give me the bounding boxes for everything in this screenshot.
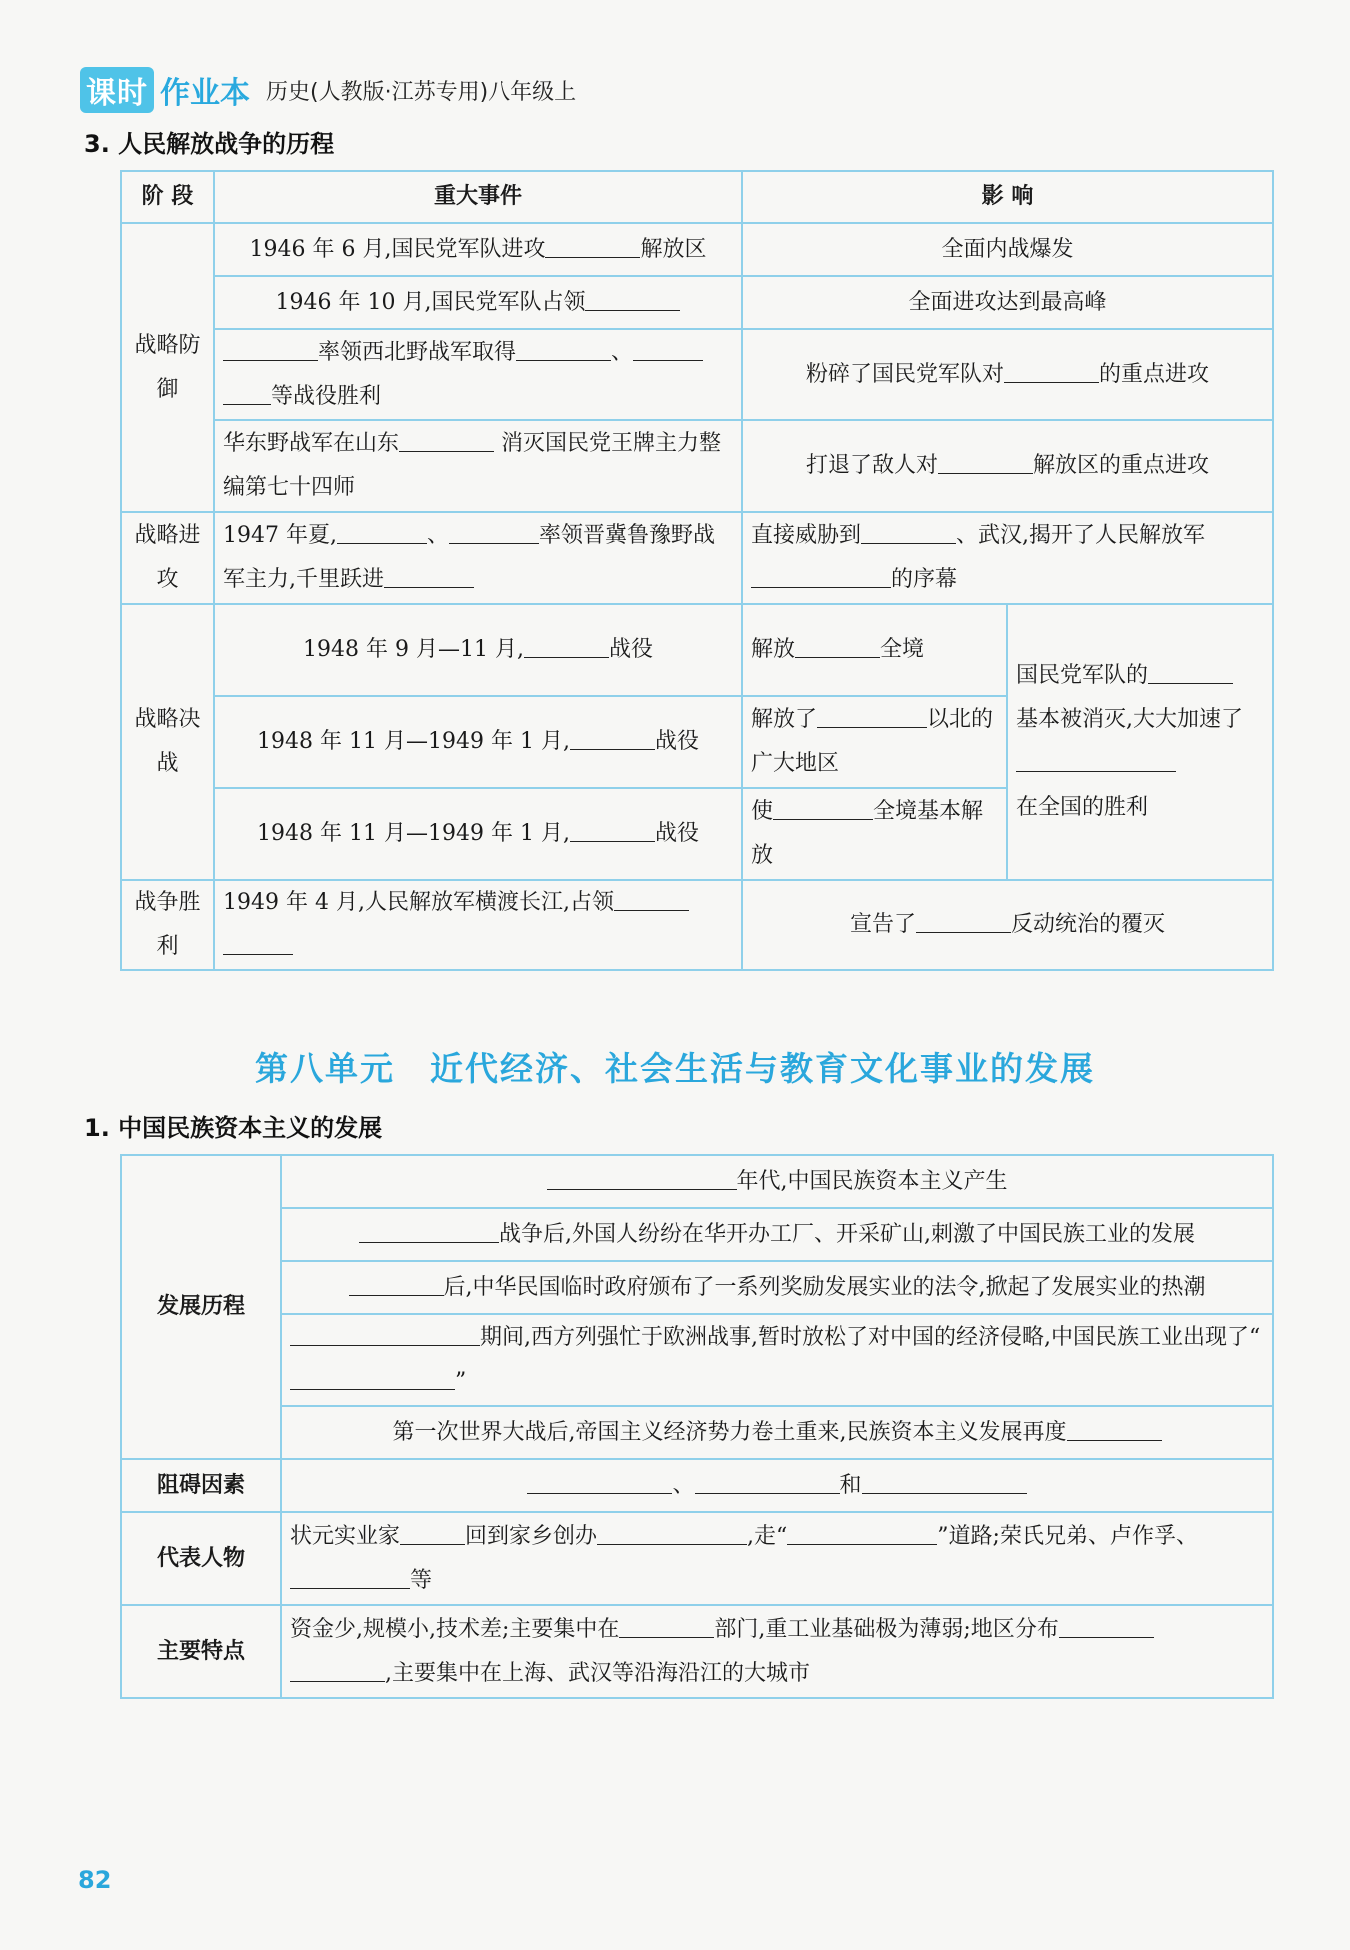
event-text: 战役 bbox=[608, 637, 653, 662]
impact-text: 、武汉,揭开了人民解放军 bbox=[956, 523, 1206, 548]
table-row bbox=[121, 329, 1273, 420]
blank[interactable] bbox=[449, 519, 539, 544]
impact-text: 解放了 bbox=[751, 707, 818, 732]
table-row bbox=[121, 604, 1273, 696]
table-row bbox=[121, 1155, 1273, 1208]
event-cell bbox=[214, 880, 742, 970]
history-cell bbox=[281, 1314, 1273, 1406]
logo-mark: 课时 bbox=[80, 67, 154, 113]
impact-text: 全境 bbox=[880, 637, 925, 662]
blank[interactable] bbox=[349, 1271, 444, 1296]
people-text: 状元实业家 bbox=[290, 1523, 401, 1549]
impact-text: 国民党军队的 bbox=[1016, 663, 1149, 688]
blank[interactable] bbox=[787, 1520, 937, 1545]
history-text: 期间,西方列强忙于欧洲战事,暂时放松了对中国的经济侵略,中国民族工业出现了“ bbox=[480, 1325, 1261, 1350]
features-text: 资金少,规模小,技术差;主要集中在 bbox=[290, 1616, 620, 1642]
impact-cell bbox=[742, 696, 1007, 788]
table-row bbox=[121, 420, 1273, 512]
history-text: ” bbox=[455, 1369, 467, 1394]
impact-cell bbox=[742, 512, 1273, 604]
unit-title: 第八单元 近代经济、社会生活与教育文化事业的发展 bbox=[255, 1049, 1095, 1088]
history-text: 战争后,外国人纷纷在华开办工厂、开采矿山,刺激了中国民族工业的发展 bbox=[499, 1221, 1195, 1247]
event-text: 1946 年 10 月,国民党军队占领 bbox=[275, 289, 586, 315]
event-text: 解放区 bbox=[640, 236, 707, 262]
impact-cell: 全面内战爆发 bbox=[742, 223, 1273, 276]
impact-text: 以北的广大地区 bbox=[751, 707, 994, 776]
event-text: 率领晋冀鲁豫野战军主力,千里跃进 bbox=[223, 523, 716, 592]
features-text: ,主要集中在上海、武汉等沿海沿江的大城市 bbox=[385, 1660, 810, 1686]
event-text: 1947 年夏, bbox=[223, 523, 337, 548]
blank[interactable] bbox=[223, 380, 271, 405]
blank[interactable] bbox=[597, 1520, 747, 1545]
blank[interactable] bbox=[585, 286, 680, 311]
blank[interactable] bbox=[570, 817, 655, 842]
history-cell bbox=[281, 1155, 1273, 1208]
blank[interactable] bbox=[1016, 747, 1176, 772]
capitalism-table bbox=[120, 1154, 1274, 1699]
event-text: 、 bbox=[426, 523, 449, 548]
blank[interactable] bbox=[633, 336, 703, 361]
event-text: 战役 bbox=[654, 729, 699, 754]
blank[interactable] bbox=[614, 886, 689, 911]
blank[interactable] bbox=[545, 233, 640, 258]
blank[interactable] bbox=[223, 336, 318, 361]
table-row bbox=[121, 1459, 1273, 1512]
impact-cell bbox=[742, 880, 1273, 970]
header-event: 重大事件 bbox=[214, 171, 742, 223]
table-row bbox=[121, 1208, 1273, 1261]
label-people: 代表人物 bbox=[121, 1512, 281, 1605]
impact-cell bbox=[742, 329, 1273, 420]
event-text: 1948 年 9 月—11 月, bbox=[303, 637, 524, 662]
blank[interactable] bbox=[337, 519, 427, 544]
event-text: 1946 年 6 月,国民党军队进攻 bbox=[249, 236, 546, 262]
table-header-row bbox=[121, 171, 1273, 223]
blank[interactable] bbox=[384, 563, 474, 588]
blank[interactable] bbox=[290, 1564, 410, 1589]
impact-text: 宣告了 bbox=[849, 912, 916, 937]
event-text: 1948 年 11 月—1949 年 1 月, bbox=[257, 729, 570, 754]
table-row bbox=[121, 880, 1273, 970]
blank[interactable] bbox=[547, 1165, 737, 1190]
impact-text: 的重点进攻 bbox=[1099, 361, 1210, 387]
features-text: 部门,重工业基础极为薄弱;地区分布 bbox=[714, 1616, 1059, 1642]
decisive-overall-impact bbox=[1007, 604, 1273, 880]
event-text: 率领西北野战军取得 bbox=[318, 339, 517, 365]
blank[interactable] bbox=[524, 633, 609, 658]
people-text: 等 bbox=[410, 1567, 433, 1593]
page-number: 82 bbox=[78, 1866, 112, 1894]
table-row bbox=[121, 1314, 1273, 1406]
blank[interactable] bbox=[290, 1365, 455, 1390]
people-text: ,走“ bbox=[747, 1523, 788, 1549]
blank[interactable] bbox=[1004, 358, 1099, 383]
impact-text: 解放区的重点进攻 bbox=[1033, 453, 1210, 478]
event-text: 战役 bbox=[654, 821, 699, 846]
impact-cell: 全面进攻达到最高峰 bbox=[742, 276, 1273, 329]
blank[interactable] bbox=[751, 563, 891, 588]
table-row bbox=[121, 1512, 1273, 1605]
blank[interactable] bbox=[223, 930, 293, 955]
section-3-title: 3. 人民解放战争的历程 bbox=[84, 130, 335, 158]
blank[interactable] bbox=[817, 703, 927, 728]
blank[interactable] bbox=[527, 1469, 672, 1494]
stage-offense: 战略进攻 bbox=[121, 512, 214, 604]
stage-decisive: 战略决战 bbox=[121, 604, 214, 880]
blank[interactable] bbox=[916, 908, 1011, 933]
impact-cell bbox=[742, 604, 1007, 696]
header-impact: 影 响 bbox=[742, 171, 1273, 223]
impact-text: 全境基本解放 bbox=[751, 799, 984, 868]
features-cell bbox=[281, 1605, 1273, 1698]
people-text: ”道路;荣氏兄弟、卢作孚、 bbox=[937, 1523, 1198, 1549]
blank[interactable] bbox=[359, 1218, 499, 1243]
impact-text: 解放 bbox=[751, 637, 796, 662]
event-cell bbox=[214, 604, 742, 696]
event-text: 1948 年 11 月—1949 年 1 月, bbox=[257, 821, 570, 846]
blank[interactable] bbox=[399, 427, 494, 452]
people-cell bbox=[281, 1512, 1273, 1605]
label-features: 主要特点 bbox=[121, 1605, 281, 1698]
event-cell bbox=[214, 276, 742, 329]
impact-text: 基本被消灭,大大加速了 bbox=[1016, 707, 1243, 732]
table-row bbox=[121, 223, 1273, 276]
blank[interactable] bbox=[1067, 1416, 1162, 1441]
blank[interactable] bbox=[400, 1520, 465, 1545]
table-row bbox=[121, 512, 1273, 604]
obstacles-text: 、 bbox=[672, 1472, 695, 1498]
history-text: 第一次世界大战后,帝国主义经济势力卷土重来,民族资本主义发展再度 bbox=[392, 1419, 1067, 1445]
table-row bbox=[121, 276, 1273, 329]
people-text: 回到家乡创办 bbox=[465, 1523, 598, 1549]
event-text: 华东野战军在山东 bbox=[223, 431, 400, 456]
header bbox=[80, 70, 576, 110]
history-text: 后,中华民国临时政府颁布了一系列奖励发展实业的法令,掀起了发展实业的热潮 bbox=[443, 1274, 1206, 1300]
blank[interactable] bbox=[773, 795, 873, 820]
event-cell bbox=[214, 696, 742, 788]
event-text: 等战役胜利 bbox=[271, 383, 382, 409]
event-cell bbox=[214, 223, 742, 276]
blank[interactable] bbox=[516, 336, 611, 361]
blank[interactable] bbox=[290, 1657, 385, 1682]
stage-victory: 战争胜利 bbox=[121, 880, 214, 970]
event-cell bbox=[214, 512, 742, 604]
blank[interactable] bbox=[795, 633, 880, 658]
blank[interactable] bbox=[1148, 659, 1233, 684]
impact-cell bbox=[742, 788, 1007, 880]
logo-text: 作业本 bbox=[160, 76, 250, 111]
blank[interactable] bbox=[861, 519, 956, 544]
table-row bbox=[121, 1605, 1273, 1698]
event-text: 消灭国民党王牌主力整编第七十四师 bbox=[223, 431, 722, 500]
impact-text: 打退了敌人对 bbox=[805, 453, 938, 478]
logo bbox=[80, 67, 250, 113]
war-process-table bbox=[120, 170, 1274, 971]
blank[interactable] bbox=[695, 1469, 840, 1494]
stage-defense: 战略防御 bbox=[121, 223, 214, 512]
impact-text: 粉碎了国民党军队对 bbox=[805, 361, 1004, 387]
event-text: 、 bbox=[611, 339, 634, 365]
header-stage: 阶 段 bbox=[121, 171, 214, 223]
section-1-title: 1. 中国民族资本主义的发展 bbox=[84, 1114, 383, 1142]
blank[interactable] bbox=[290, 1321, 480, 1346]
blank[interactable] bbox=[938, 449, 1033, 474]
event-cell bbox=[214, 788, 742, 880]
blank[interactable] bbox=[570, 725, 655, 750]
impact-cell bbox=[742, 420, 1273, 512]
impact-text: 的序幕 bbox=[891, 567, 958, 592]
label-history: 发展历程 bbox=[121, 1155, 281, 1459]
event-text: 1949 年 4 月,人民解放军横渡长江,占领 bbox=[223, 890, 614, 915]
table-row bbox=[121, 1261, 1273, 1314]
obstacles-cell bbox=[281, 1459, 1273, 1512]
history-cell bbox=[281, 1208, 1273, 1261]
history-text: 年代,中国民族资本主义产生 bbox=[736, 1168, 1008, 1194]
blank[interactable] bbox=[1059, 1613, 1154, 1638]
subject-title: 历史(人教版·江苏专用)八年级上 bbox=[266, 79, 577, 105]
event-cell bbox=[214, 420, 742, 512]
history-cell bbox=[281, 1406, 1273, 1459]
blank[interactable] bbox=[862, 1469, 1027, 1494]
obstacles-text: 和 bbox=[839, 1472, 862, 1498]
event-cell bbox=[214, 329, 742, 420]
table-row bbox=[121, 1406, 1273, 1459]
impact-text: 直接威胁到 bbox=[751, 523, 862, 548]
impact-text: 在全国的胜利 bbox=[1016, 795, 1149, 820]
blank[interactable] bbox=[619, 1613, 714, 1638]
impact-text: 反动统治的覆灭 bbox=[1011, 912, 1166, 937]
history-cell bbox=[281, 1261, 1273, 1314]
label-obstacles: 阻碍因素 bbox=[121, 1459, 281, 1512]
impact-text: 使 bbox=[751, 799, 774, 824]
